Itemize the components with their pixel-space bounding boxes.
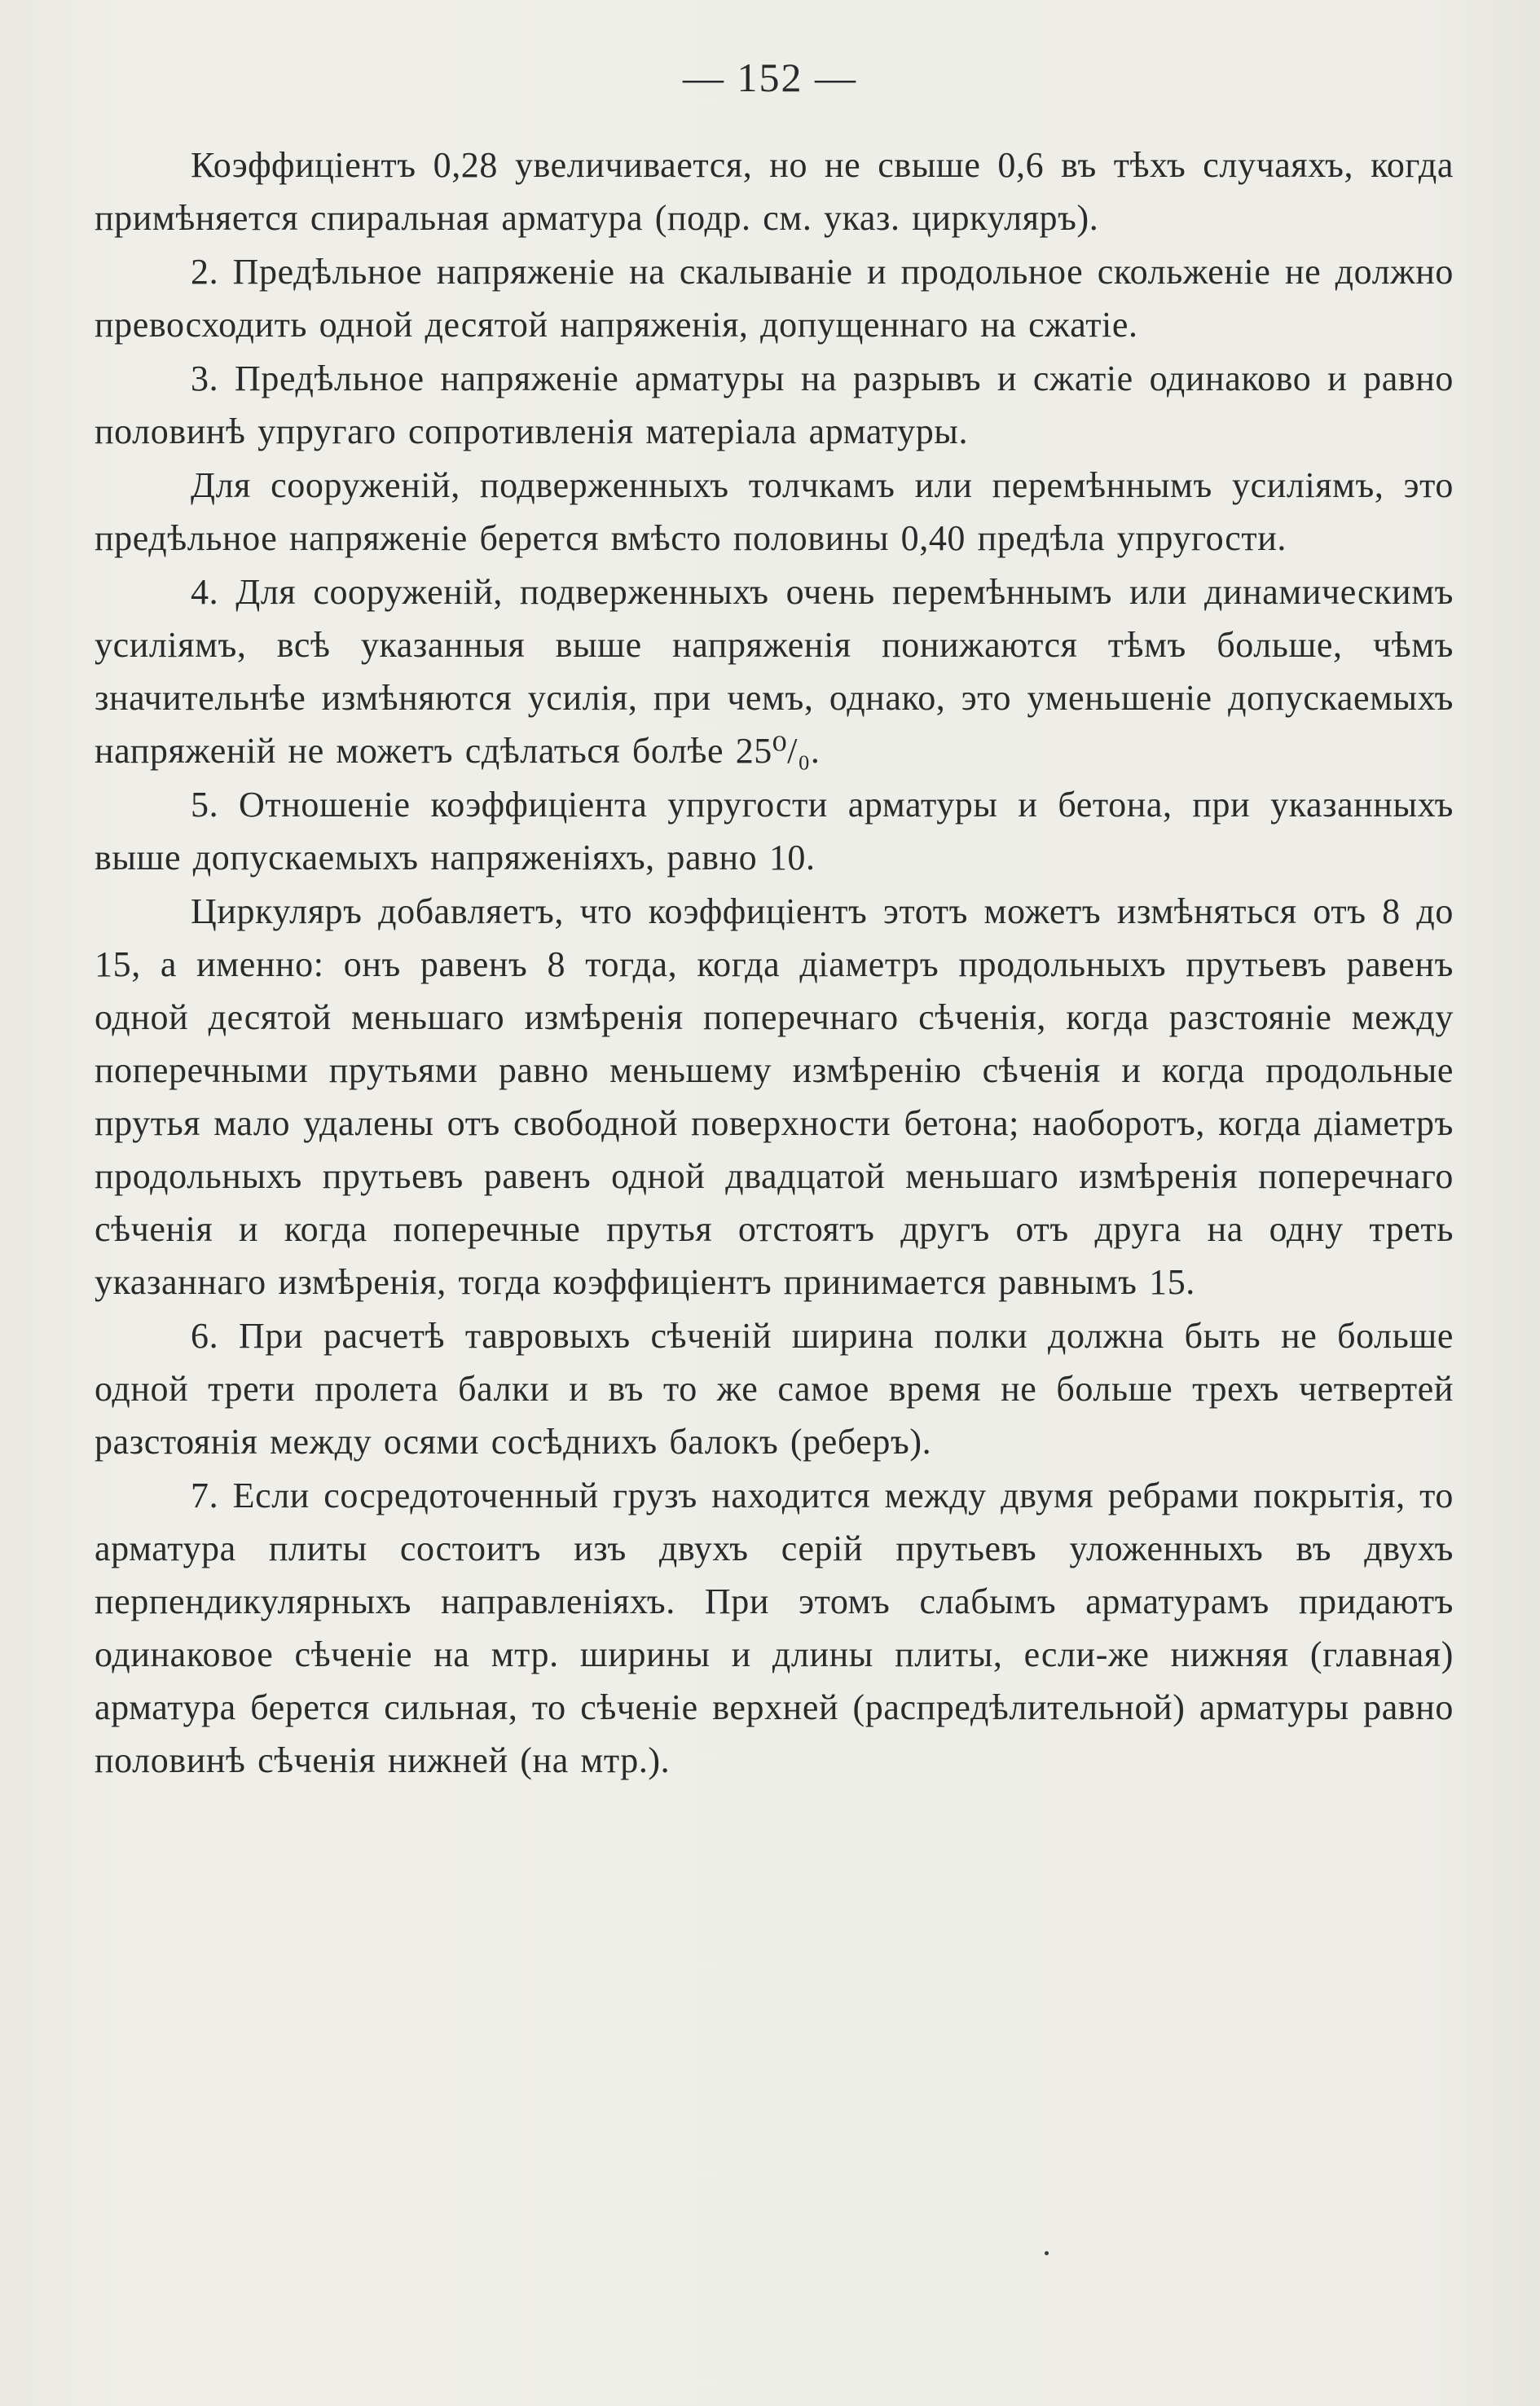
paragraph-3-reinforcement-stress: 3. Предѣльное напряженіе арматуры на разрывъ и сжатіе одинаково и равно половинѣ упругаго сопротивленія матеріала арматуры.: [95, 358, 1454, 451]
paragraph-5-elasticity-ratio: 5. Отношеніе коэффиціента упругости арматуры и бетона, при указанныхъ выше допускаемыхъ напряженіяхъ, равно 10.: [95, 785, 1454, 878]
paragraph-circular-coefficient: Циркуляръ добавляетъ, что коэффиціентъ этотъ можетъ измѣняться отъ 8 до 15, а именно: онъ равенъ 8 тогда, когда діаметръ продольныхъ прутьевъ равенъ одной десятой меньшаго измѣренія поперечнаго сѣченія, когда разстояніе между поперечными прутьями равно меньшему измѣренію сѣченія и когда продольные прутья мало удалены отъ свободной поверхности бетона; наоборотъ, когда діаметръ продольныхъ прутьевъ равенъ одной двадцатой меньшаго измѣренія поперечнаго сѣченія и когда поперечные прутья отстоятъ другъ отъ друга на одну треть указаннаго измѣренія, тогда коэффиціентъ принимается равнымъ 15.: [95, 891, 1454, 1302]
paragraph-2-shear-stress: 2. Предѣльное напряженіе на скалываніе и продольное скольженіе не должно превосходить одной десятой напряженія, допущеннаго на сжатіе.: [95, 252, 1454, 345]
page-number: — 152 —: [683, 55, 857, 100]
paragraph-coefficient-spiral: Коэффиціентъ 0,28 увеличивается, но не свыше 0,6 въ тѣхъ случаяхъ, когда примѣняется спиральная арматура (подр. см. указ. циркуляръ).: [95, 145, 1454, 238]
paragraph-4-dynamic-loads: 4. Для сооруженій, подверженныхъ очень перемѣннымъ или динамическимъ усиліямъ, всѣ указанныя выше напряженія понижаются тѣмъ больше, чѣмъ значительнѣе измѣняются усилія, при чемъ, однако, это уменьшеніе допускаемыхъ напряженій не можетъ сдѣлаться болѣе 25⁰/₀.: [95, 572, 1454, 771]
ink-speck: [1045, 2251, 1049, 2255]
paragraph-impact-structures: Для сооруженій, подверженныхъ толчкамъ или перемѣннымъ усиліямъ, это предѣльное напряженіе берется вмѣсто половины 0,40 предѣла упругости.: [95, 465, 1454, 558]
page-body: [95, 139, 1454, 1787]
paragraph-6-t-sections: 6. При расчетѣ тавровыхъ сѣченій ширина полки должна быть не больше одной трети пролета балки и въ то же самое время не больше трехъ четвертей разстоянія между осями сосѣднихъ балокъ (реберъ).: [95, 1316, 1454, 1462]
paragraph-7-slab-reinforcement: 7. Если сосредоточенный грузъ находится между двумя ребрами покрытія, то арматура плиты состоитъ изъ двухъ серій прутьевъ уложенныхъ въ двухъ перпендикулярныхъ направленіяхъ. При этомъ слабымъ арматурамъ придаютъ одинаковое сѣченіе на мтр. ширины и длины плиты, если-же нижняя (главная) арматура берется сильная, то сѣченіе верхней (распредѣлительной) арматуры равно половинѣ сѣченія нижней (на мтр.).: [95, 1476, 1454, 1780]
